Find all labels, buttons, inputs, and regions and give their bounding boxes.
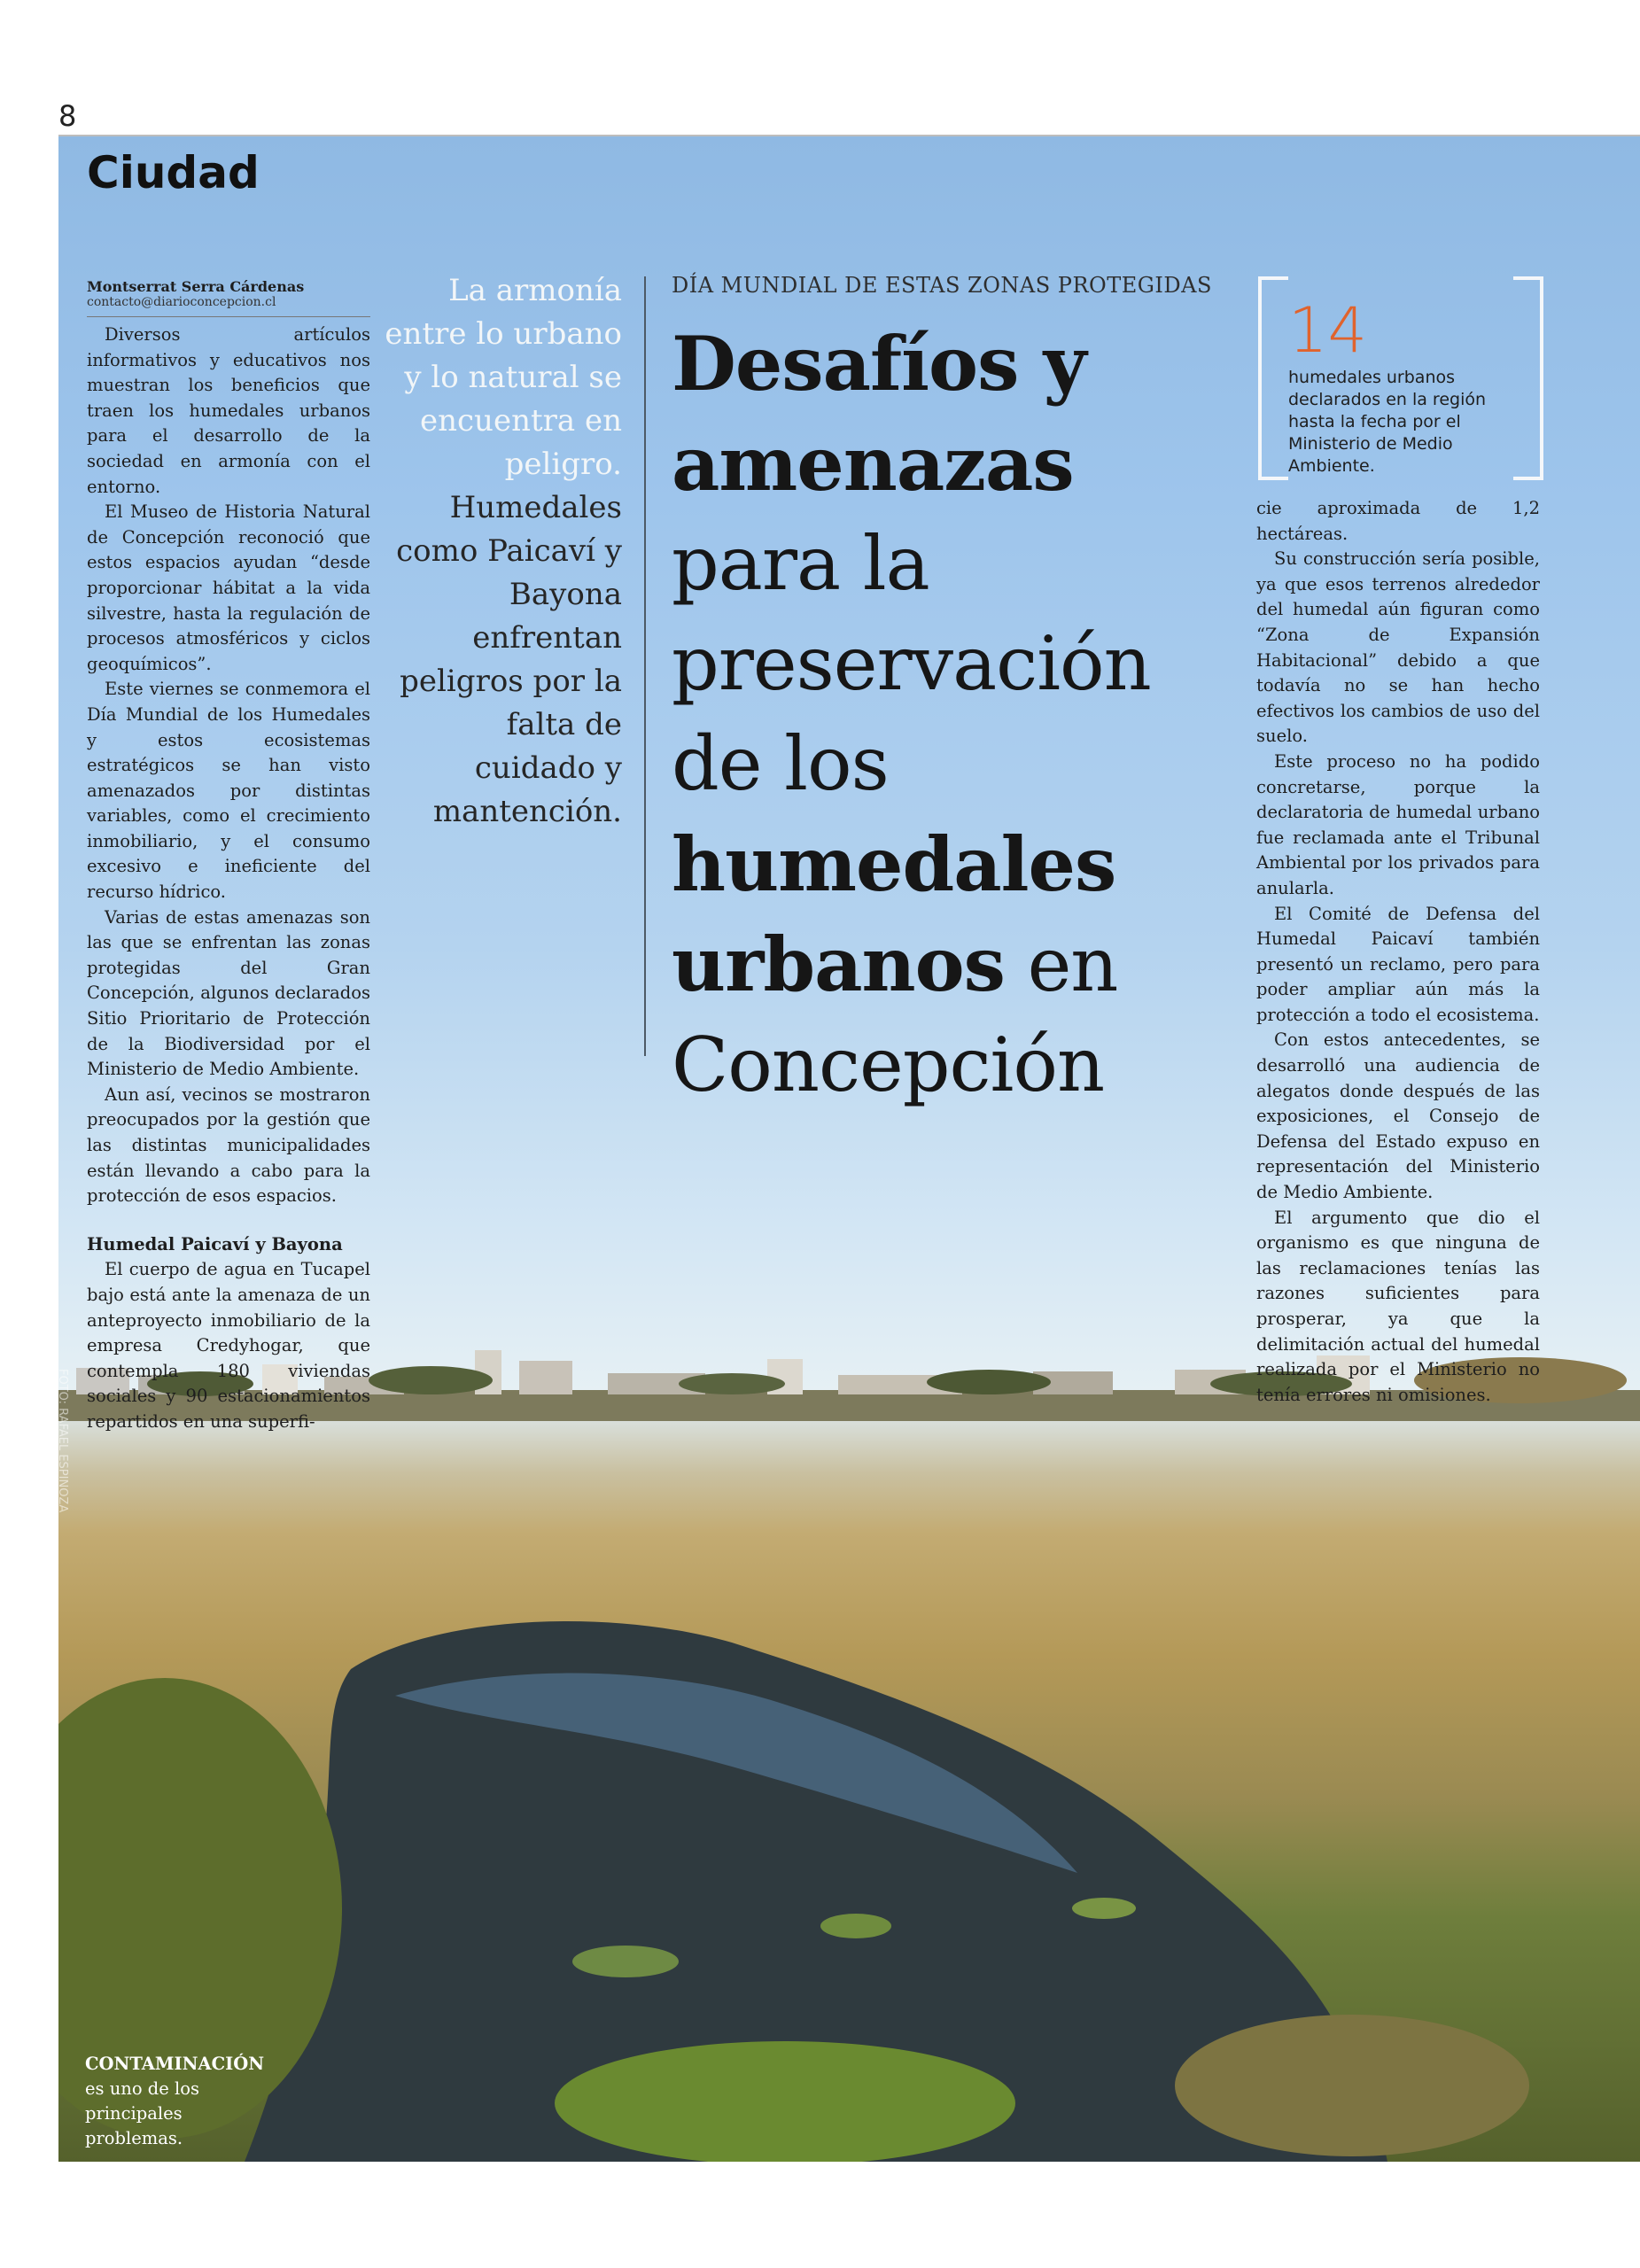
stat-number: 14 (1288, 294, 1368, 367)
photo-caption (85, 2052, 280, 2151)
paragraph: Diversos artículos informativos y educativos nos muestran los beneficios que traen los humedales urbanos para el desarrollo de la sociedad en armonía con el entorno. (87, 324, 370, 497)
paragraph: Aun así, vecinos se mostraron preocupados por la gestión que las distintas municipalidades están llevando a cabo para la protección de esos espacios. (87, 1084, 370, 1207)
headline-line: Desafíos y (672, 320, 1086, 408)
body-column-left (87, 322, 370, 1435)
subhead: Humedal Paicaví y Bayona (87, 1233, 343, 1254)
paragraph: cie aproximada de 1,2 hectáreas. (1256, 498, 1540, 544)
paragraph: El cuerpo de agua en Tucapel bajo está ante la amenaza de un anteproyecto inmobiliario de la empresa Credyhogar, que contempla 180 viviendas sociales y 90 estacionamientos repartidos en una superfi- (87, 1259, 370, 1432)
pullquote (381, 269, 622, 834)
headline-line: Concepción (672, 1021, 1105, 1108)
byline-email: contacto@diarioconcepcion.cl (87, 295, 276, 309)
page-number: 8 (58, 99, 77, 133)
headline-line-7 (672, 914, 1256, 1015)
caption-bold: CONTAMINACIÓN (85, 2054, 265, 2074)
paragraph: El argumento que dio el organismo es que ninguna de las reclamaciones tenías las razones suficientes para prosperar, ya que la delimitación actual del humedal realizada por el Ministerio no tenía errores ni omisiones. (1256, 1207, 1540, 1405)
body-column-right (1256, 496, 1540, 1408)
paragraph: El Comité de Defensa del Humedal Paicaví también presentó un reclamo, pero para poder ampliar aún más la protección a todo el ecosistema. (1256, 903, 1540, 1025)
caption-text: es uno de los principales problemas. (85, 2078, 200, 2148)
pullquote-dark: Humedales como Paicaví y Bayona enfrentan peligros por la falta de cuidado y mantención. (396, 490, 622, 829)
paragraph: Este viernes se conmemora el Día Mundial de los Humedales y estos ecosistemas estratégicos se han visto amenazados por distintas variables, como el crecimiento inmobiliario, y el consumo excesivo e ineficiente del recurso hídrico. (87, 679, 370, 903)
paragraph: Su construcción sería posible, ya que esos terrenos alrededor del humedal aún figuran como “Zona de Expansión Habitacional” debido a que todavía no se han hecho efectivos los cambios de uso del suelo. (1256, 548, 1540, 747)
headline-line: preservación (672, 620, 1151, 707)
headline-word: en (1004, 921, 1118, 1008)
paragraph: Varias de estas amenazas son las que se enfrentan las zonas protegidas del Gran Concepción, algunos declarados Sitio Prioritario de Protección de la Biodiversidad por el Ministerio de Medio Ambiente. (87, 906, 370, 1080)
paragraph: Este proceso no ha podido concretarse, porque la declaratoria de humedal urbano fue reclamada ante el Tribunal Ambiental por los privados para anularla. (1256, 750, 1540, 898)
headline-line: humedales (672, 820, 1116, 908)
section-title: Ciudad (87, 147, 260, 198)
byline (87, 278, 370, 317)
byline-author: Montserrat Serra Cárdenas (87, 278, 305, 295)
headline-word-bold: urbanos (672, 920, 1005, 1008)
paragraph: Con estos antecedentes, se desarrolló una audiencia de alegatos donde después de las exposiciones, el Consejo de Defensa del Estado expuso en representación del Ministerio de Medio Ambiente. (1256, 1029, 1540, 1203)
photo-credit: FOTO: RAFAEL ESPINOZA (56, 1369, 69, 1513)
headline-line: amenazas (672, 420, 1074, 508)
pullquote-light: La armonía entre lo urbano y lo natural se encuentra en peligro. (385, 273, 622, 482)
vertical-divider (644, 276, 646, 1056)
stat-box (1258, 276, 1543, 480)
stat-text: humedales urbanos declarados en la región hasta la fecha por el Ministerio de Medio Ambiente. (1288, 368, 1487, 476)
headline-line: de los (672, 720, 889, 807)
headline (672, 314, 1256, 1115)
kicker: DÍA MUNDIAL DE ESTAS ZONAS PROTEGIDAS (672, 273, 1212, 298)
stream (58, 1465, 1640, 2162)
left-bracket (1258, 276, 1288, 480)
headline-line: para la (672, 520, 929, 607)
paragraph: El Museo de Historia Natural de Concepción reconoció que estos espacios ayudan “desde proporcionar hábitat a la vida silvestre, hasta la regulación de procesos atmosféricos y ciclos geoquímicos”. (87, 501, 370, 674)
